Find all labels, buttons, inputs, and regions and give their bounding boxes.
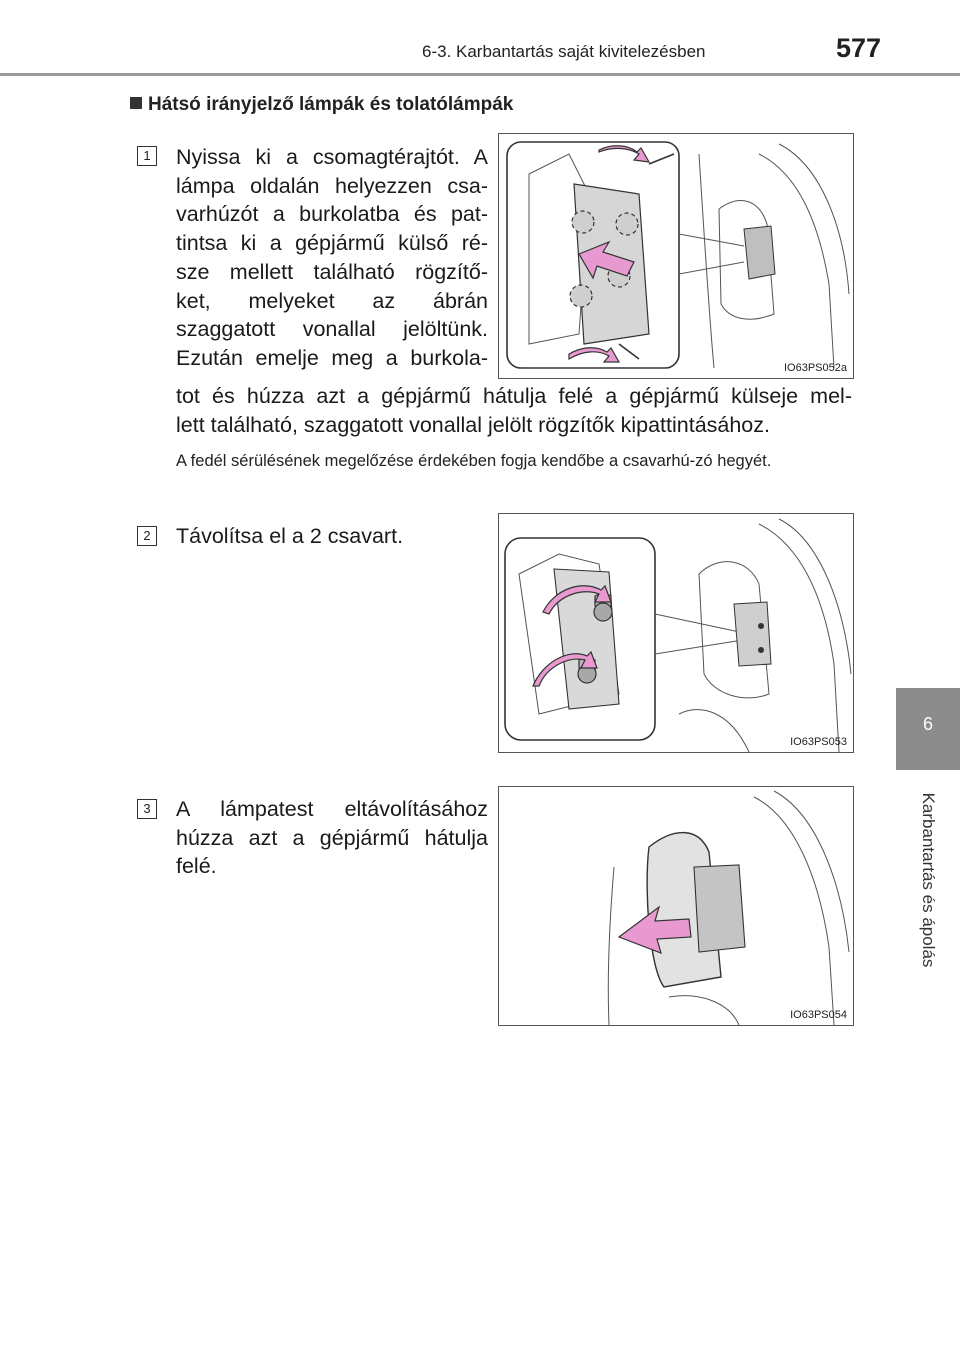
figure-step-3 [498, 786, 854, 1026]
step-3-text [176, 795, 488, 881]
step-1-text-wide [176, 382, 852, 439]
figure-code: IO63PS052a [784, 362, 847, 374]
text-line: szaggatott vonallal jelöltünk. [176, 317, 488, 342]
header-divider [0, 73, 960, 76]
text-line: Ezután emelje meg a burkola- [176, 345, 488, 370]
text-line: ket, melyeket az ábrán [176, 288, 488, 313]
step-2-text: Távolítsa el a 2 csavart. [176, 524, 404, 548]
section-title [130, 94, 513, 116]
figure-code: IO63PS054 [790, 1009, 847, 1021]
text-line: felé. [176, 854, 217, 879]
text-line: A lámpatest eltávolításához [176, 797, 488, 821]
figure-code: IO63PS053 [790, 736, 847, 748]
square-bullet-icon [130, 97, 142, 109]
text-line: húzza azt a gépjármű hátulja [176, 825, 488, 850]
step-number-badge: 2 [137, 526, 157, 546]
step-1-note: A fedél sérülésének megelőzése érdekében fogja kendőbe a csavarhú-zó hegyét. [176, 452, 772, 470]
figure-step-3-illustration [499, 787, 853, 1025]
figure-step-2-illustration [499, 514, 853, 752]
text-line: lámpa oldalán helyezzen csa- [176, 173, 488, 198]
section-title-text: Hátsó irányjelző lámpák és tolatólámpák [148, 94, 514, 115]
figure-step-1-illustration [499, 134, 853, 378]
step-number-badge: 1 [137, 146, 157, 166]
chapter-title: Karbantartás és ápolás [919, 792, 938, 968]
text-line: tot és húzza azt a gépjármű hátulja felé a gépjármű külseje mel- [176, 384, 852, 408]
text-line: lett található, szaggatott vonallal jelölt rögzítők kipattintásához. [176, 412, 770, 437]
text-line: varhúzót a burkolatba és pat- [176, 202, 488, 227]
step-1-text-narrow [176, 143, 488, 373]
figure-step-2 [498, 513, 854, 753]
page-number: 577 [836, 33, 882, 63]
chapter-number: 6 [922, 714, 933, 734]
step-number-badge: 3 [137, 799, 157, 819]
text-line: Nyissa ki a csomagtérajtót. A [176, 145, 488, 169]
text-line: sze mellett található rögzítő- [176, 259, 488, 284]
header-section-text: 6-3. Karbantartás saját kivitelezésben [422, 42, 706, 61]
text-line: tintsa ki a gépjármű külső ré- [176, 231, 488, 256]
chapter-tab [896, 688, 960, 770]
figure-step-1 [498, 133, 854, 379]
